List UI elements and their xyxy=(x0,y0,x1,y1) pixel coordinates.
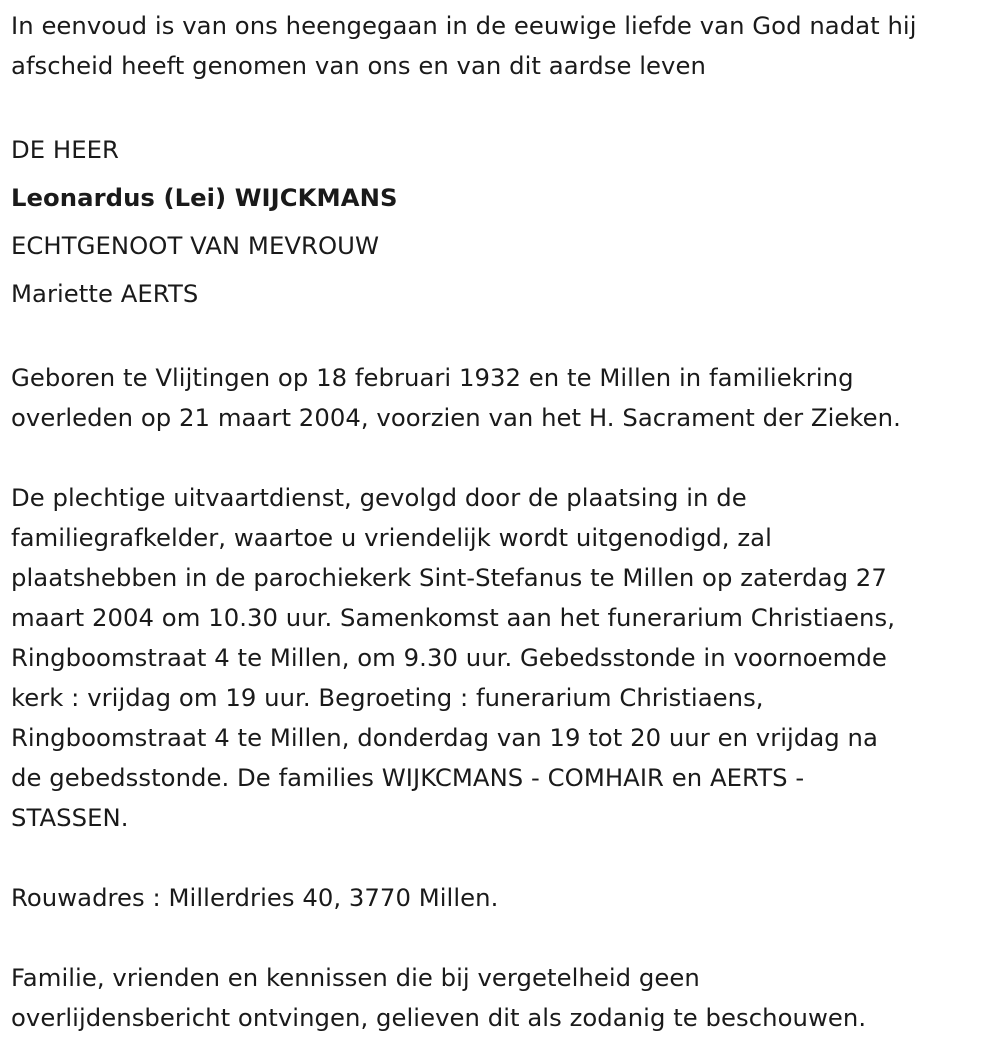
service-line-3: plaatshebben in de parochiekerk Sint-Stefanus te Millen op zaterdag 27 xyxy=(11,563,887,592)
relation-label: ECHTGENOOT VAN MEVROUW xyxy=(11,231,380,260)
closing-paragraph xyxy=(11,958,996,1038)
service-line-8: de gebedsstonde. De families WIJKCMANS - COMHAIR en AERTS - xyxy=(11,763,805,792)
mourning-address: Rouwadres : Millerdries 40, 3770 Millen. xyxy=(11,883,499,912)
service-line-7: Ringboomstraat 4 te Millen, donderdag van 19 tot 20 uur en vrijdag na xyxy=(11,723,878,752)
deceased-name: Leonardus (Lei) WIJCKMANS xyxy=(11,183,398,212)
address-paragraph xyxy=(11,878,996,918)
obituary-notice xyxy=(11,6,996,1038)
spacer xyxy=(11,86,996,126)
birth-death-line-2: overleden op 21 maart 2004, voorzien van het H. Sacrament der Zieken. xyxy=(11,403,901,432)
service-line-6: kerk : vrijdag om 19 uur. Begroeting : funerarium Christiaens, xyxy=(11,683,764,712)
service-line-4: maart 2004 om 10.30 uur. Samenkomst aan het funerarium Christiaens, xyxy=(11,603,895,632)
intro-line-1: In eenvoud is van ons heengegaan in de eeuwige liefde van God nadat hij xyxy=(11,11,917,40)
closing-line-1: Familie, vrienden en kennissen die bij vergetelheid geen xyxy=(11,963,700,992)
spacer xyxy=(11,918,996,958)
spouse-name: Mariette AERTS xyxy=(11,279,199,308)
birth-death-paragraph xyxy=(11,358,996,438)
intro-paragraph xyxy=(11,6,996,86)
service-paragraph xyxy=(11,478,996,838)
spacer xyxy=(11,318,996,358)
spacer xyxy=(11,838,996,878)
service-line-1: De plechtige uitvaartdienst, gevolgd door de plaatsing in de xyxy=(11,483,747,512)
deceased-block xyxy=(11,126,996,318)
service-line-2: familiegrafkelder, waartoe u vriendelijk wordt uitgenodigd, zal xyxy=(11,523,772,552)
service-line-5: Ringboomstraat 4 te Millen, om 9.30 uur. Gebedsstonde in voornoemde xyxy=(11,643,887,672)
service-line-9: STASSEN. xyxy=(11,803,129,832)
intro-line-2: afscheid heeft genomen van ons en van dit aardse leven xyxy=(11,51,706,80)
spacer xyxy=(11,438,996,478)
honorific: DE HEER xyxy=(11,135,119,164)
birth-death-line-1: Geboren te Vlijtingen op 18 februari 1932 en te Millen in familiekring xyxy=(11,363,854,392)
closing-line-2: overlijdensbericht ontvingen, gelieven dit als zodanig te beschouwen. xyxy=(11,1003,867,1032)
